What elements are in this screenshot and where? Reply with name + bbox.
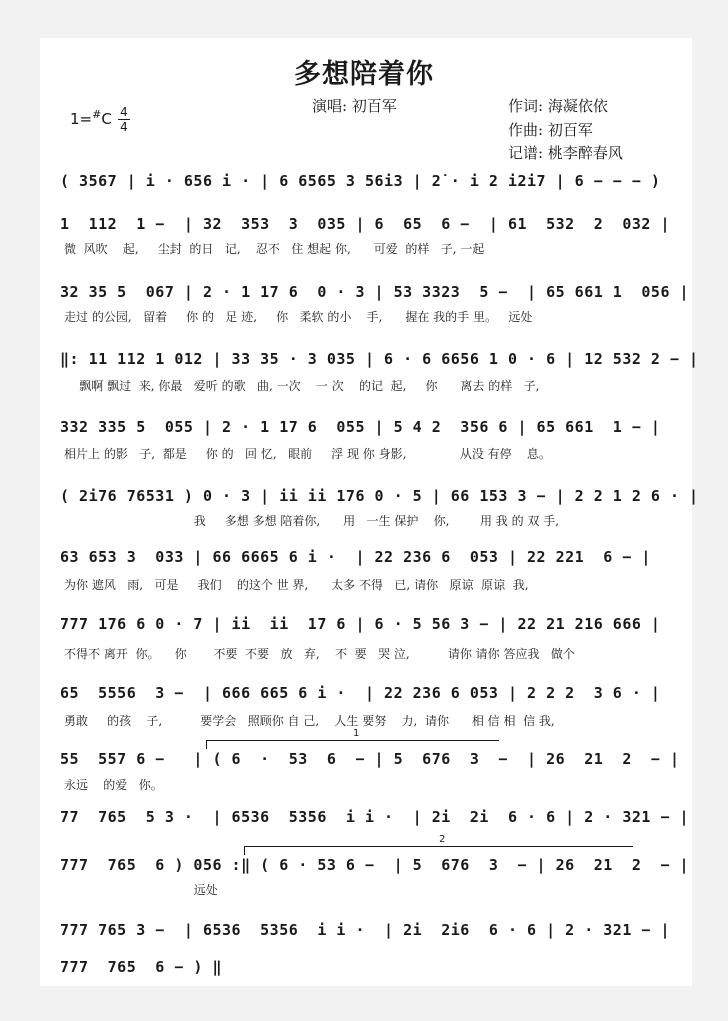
volta-label-2: 2 [439, 834, 446, 845]
lyrics-row-9: 勇敢 的孩 子, 要学会 照顾你 自 己, 人生 要努 力, 请你 相 信 相 信 我, [64, 714, 555, 728]
lyrics-row-10: 永远 的爱 你。 [64, 778, 163, 792]
time-top: 4 [120, 105, 128, 119]
score-row-4: ‖: 11 112 1 012 | 33 35 · 3 035 | 6 · 6 6656 1 0 · 6 | 12 532 2 − | [60, 350, 699, 368]
score-row-13: 777 765 3 − | 6536 5356 i i · | 2i 2i6 6 · 6 | 2 · 321 − | [60, 921, 670, 939]
lyrics-row-3: 走过 的公园, 留着 你 的 足 迹, 你 柔软 的小 手, 握在 我的手 里。 远处 [64, 310, 533, 324]
volta-bracket-1 [206, 728, 499, 749]
key-signature [70, 110, 112, 128]
lyrics-row-5: 相片上 的影 子, 都是 你 的 回 忆, 眼前 浮 现 你 身影, 从没 有停 息。 [64, 447, 551, 461]
score-row-1: ( 3567 | i · 656 i · | 6 6565 3 56i3 | 2̇ · i 2 i2i7 | 6 − − − ) [60, 172, 661, 190]
score-row-10: 55 557 6 − | ( 6 · 53 6 − | 5 676 3 − | 26 21 2 − | [60, 750, 680, 768]
song-title: 多想陪着你 [294, 59, 434, 90]
lyrics-row-6: 我 多想 多想 陪着你, 用 一生 保护 你, 用 我 的 双 手, [64, 514, 560, 528]
score-row-2: 1 112 1 − | 32 353 3 035 | 6 65 6 − | 61 532 2 032 | [60, 215, 670, 233]
singer-credit: 演唱: 初百军 [312, 97, 397, 115]
lyrics-row-12: 远处 [64, 883, 218, 897]
score-row-14: 777 765 6 − ) ‖ [60, 958, 223, 976]
lyrics-row-4: 飘啊 飘过 来, 你最 爱听 的歌 曲, 一次 一 次 的记 起, 你 离去 的样 子, [64, 379, 540, 393]
score-row-3: 32 35 5 067 | 2 · 1 17 6 0 · 3 | 53 3323 5 − | 65 661 1 056 | [60, 283, 690, 301]
lyrics-row-8: 不得不 离开 你。 你 不要 不要 放 弃, 不 要 哭 泣, 请你 请你 答应我 做个 [64, 647, 575, 661]
score-row-11: 77 765 5 3 · | 6536 5356 i i · | 2i 2i 6 · 6 | 2 · 321 − | [60, 808, 690, 826]
key-note: C [101, 110, 112, 128]
score-row-9: 65 5556 3 − | 666 665 6 i · | 22 236 6 053 | 2 2 2 3 6 · | [60, 684, 661, 702]
volta-bracket-2 [244, 834, 633, 855]
score-row-12: 777 765 6 ) 056 :‖ ( 6 · 53 6 − | 5 676 3 − | 26 21 2 − | [60, 856, 690, 874]
key-prefix: 1= [70, 110, 93, 128]
score-row-7: 63 653 3 033 | 66 6665 6 i · | 22 236 6 053 | 22 221 6 − | [60, 548, 651, 566]
volta-label-1: 1 [353, 728, 360, 739]
lyricist-credit: 作词: 海凝依依 [508, 97, 608, 115]
transcriber-credit: 记谱: 桃李醉春风 [508, 144, 623, 162]
lyrics-row-2: 微 风吹 起, 尘封 的日 记, 忍不 住 想起 你, 可爱 的样 子, 一起 [64, 242, 485, 256]
key-sharp: # [92, 108, 102, 121]
score-row-5: 332 335 5 055 | 2 · 1 17 6 055 | 5 4 2 356 6 | 65 661 1 − | [60, 418, 661, 436]
composer-credit: 作曲: 初百军 [508, 121, 593, 139]
score-row-6: ( 2i76 76531 ) 0 · 3 | ii ii 176 0 · 5 | 66 153 3 − | 2 2 1 2 6 · | [60, 487, 699, 505]
time-bottom: 4 [120, 120, 128, 134]
time-signature [118, 106, 130, 133]
score-row-8: 777 176 6 0 · 7 | ii ii 17 6 | 6 · 5 56 3 − | 22 21 216 666 | [60, 615, 661, 633]
lyrics-row-7: 为你 遮风 雨, 可是 我们 的这个 世 界, 太多 不得 已, 请你 原谅 原谅 我, [64, 578, 529, 592]
